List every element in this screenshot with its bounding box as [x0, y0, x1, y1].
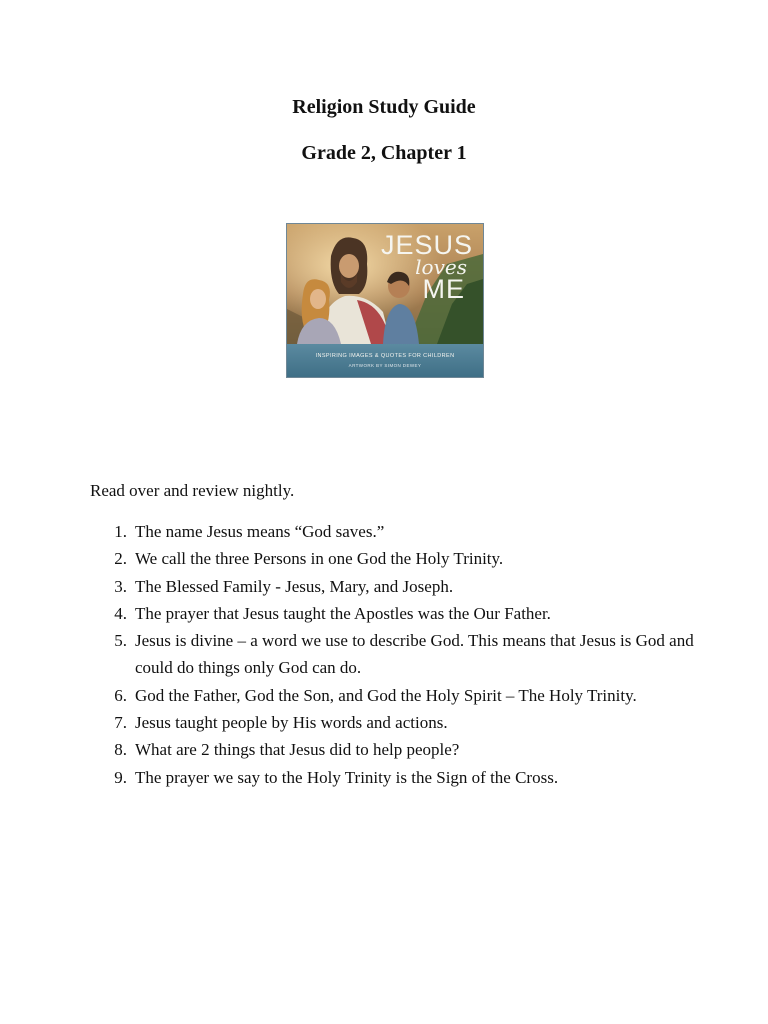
- item-number: 6.: [114, 685, 127, 705]
- item-text: Jesus is divine – a word we use to describe God. This means that Jesus is God and could do things only God can do.: [135, 631, 694, 678]
- list-item: [90, 573, 730, 600]
- item-number: 2.: [114, 549, 127, 569]
- cover-title-loves: loves: [415, 255, 467, 279]
- cover-title-jesus: JESUS: [380, 230, 473, 260]
- item-number: 3.: [114, 576, 127, 596]
- list-item: [90, 764, 730, 791]
- list-item: [90, 518, 730, 545]
- book-cover-image: [286, 223, 484, 378]
- list-item: [90, 627, 730, 682]
- item-text: The name Jesus means “God saves.”: [135, 522, 385, 541]
- item-number: 9.: [114, 767, 127, 787]
- item-text: The prayer that Jesus taught the Apostles was the Our Father.: [135, 603, 551, 623]
- item-number: 8.: [114, 740, 127, 760]
- item-text: What are 2 things that Jesus did to help people?: [135, 740, 460, 760]
- cover-credit: ARTWORK BY SIMON DEWEY: [348, 363, 422, 368]
- study-items-list: [90, 518, 730, 791]
- list-item: [90, 600, 730, 627]
- list-item: [90, 545, 730, 572]
- list-item: [90, 682, 730, 709]
- item-number: 5.: [114, 631, 127, 651]
- item-text: God the Father, God the Son, and God the Holy Spirit – The Holy Trinity.: [135, 685, 637, 705]
- item-number: 4.: [114, 603, 127, 623]
- intro-instruction: Read over and review nightly.: [90, 481, 295, 500]
- item-text: Jesus taught people by His words and actions.: [135, 713, 448, 733]
- cover-title-me: ME: [422, 274, 465, 304]
- cover-tagline: INSPIRING IMAGES & QUOTES FOR CHILDREN: [315, 353, 455, 359]
- item-number: 7.: [114, 713, 127, 733]
- item-text: The Blessed Family - Jesus, Mary, and Joseph.: [135, 576, 454, 596]
- item-text: We call the three Persons in one God the Holy Trinity.: [135, 549, 504, 569]
- item-number: 1.: [114, 522, 127, 541]
- document-subtitle: Grade 2, Chapter 1: [301, 142, 467, 164]
- list-item: [90, 736, 730, 763]
- list-item: [90, 709, 730, 736]
- document-title: Religion Study Guide: [292, 96, 476, 118]
- item-text: The prayer we say to the Holy Trinity is the Sign of the Cross.: [135, 767, 559, 787]
